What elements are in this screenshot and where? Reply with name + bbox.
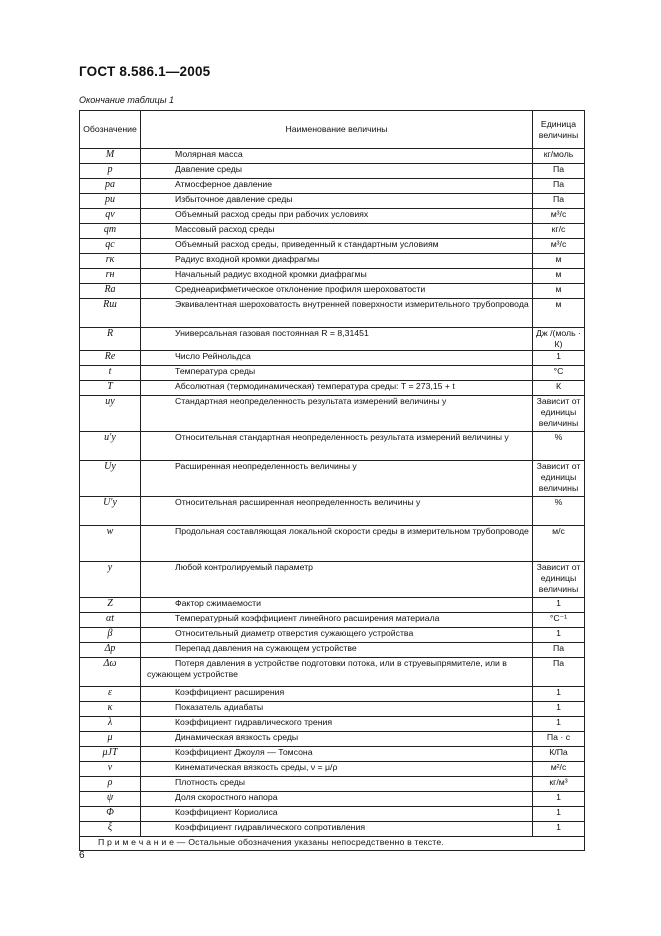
name-text: Коэффициент Кориолиса: [175, 807, 278, 817]
name-cell: [141, 687, 533, 702]
symbol-cell: p: [80, 164, 141, 179]
name-cell: [141, 432, 533, 461]
name-cell: [141, 628, 533, 643]
table-row: [80, 179, 585, 194]
name-cell: [141, 194, 533, 209]
unit-cell: 1: [533, 598, 585, 613]
unit-cell: Па · с: [533, 732, 585, 747]
unit-cell: кг/моль: [533, 149, 585, 164]
unit-cell: 1: [533, 687, 585, 702]
unit-cell: °С⁻¹: [533, 613, 585, 628]
name-text: Температурный коэффициент линейного расширения материала: [175, 613, 440, 623]
symbol-cell: β: [80, 628, 141, 643]
name-cell: [141, 497, 533, 526]
table-row: [80, 613, 585, 628]
table-caption: Окончание таблицы 1: [79, 95, 174, 105]
unit-cell: 1: [533, 807, 585, 822]
unit-cell: м/с: [533, 526, 585, 562]
name-cell: [141, 792, 533, 807]
table-note-row: [80, 837, 585, 851]
name-text: Перепад давления на сужающем устройстве: [175, 643, 357, 653]
unit-cell: м: [533, 254, 585, 269]
table-note: П р и м е ч а н и е — Остальные обозначения указаны непосредственно в тексте.: [80, 837, 585, 851]
unit-cell: м³/с: [533, 239, 585, 254]
name-cell: [141, 351, 533, 366]
name-text: Кинематическая вязкость среды, ν = μ/ρ: [175, 762, 338, 772]
name-cell: [141, 269, 533, 284]
unit-cell: Па: [533, 194, 585, 209]
name-text: Эквивалентная шероховатость внутренней поверхности измерительного трубопровода: [175, 299, 529, 309]
symbol-cell: pа: [80, 179, 141, 194]
table-row: [80, 822, 585, 837]
name-text: Потеря давления в устройстве подготовки потока, или в струевыпрямителе, или в сужающем устройстве: [147, 658, 507, 679]
name-cell: [141, 658, 533, 687]
unit-cell: м: [533, 284, 585, 299]
symbol-cell: w: [80, 526, 141, 562]
symbol-cell: ν: [80, 762, 141, 777]
table-row: [80, 269, 585, 284]
table-row: [80, 562, 585, 598]
unit-cell: Зависит от единицы величины: [533, 562, 585, 598]
unit-cell: К: [533, 381, 585, 396]
header-unit: Единица величины: [533, 111, 585, 149]
symbol-cell: λ: [80, 717, 141, 732]
name-text: Продольная составляющая локальной скорости среды в измерительном трубопроводе: [175, 526, 529, 536]
table-row: [80, 687, 585, 702]
name-cell: [141, 777, 533, 792]
unit-cell: %: [533, 432, 585, 461]
table-row: [80, 224, 585, 239]
name-text: Любой контролируемый параметр: [175, 562, 314, 572]
name-text: Коэффициент гидравлического трения: [175, 717, 333, 727]
symbol-cell: M: [80, 149, 141, 164]
document-title: ГОСТ 8.586.1—2005: [79, 64, 211, 79]
name-cell: [141, 562, 533, 598]
name-text: Относительный диаметр отверстия сужающего устройства: [175, 628, 414, 638]
unit-cell: Па: [533, 643, 585, 658]
name-text: Молярная масса: [175, 149, 243, 159]
name-text: Относительная стандартная неопределенность результата измерений величины y: [175, 432, 509, 442]
symbol-cell: ξ: [80, 822, 141, 837]
header-symbol: Обозначение: [80, 111, 141, 149]
table-row: [80, 239, 585, 254]
name-cell: [141, 613, 533, 628]
symbol-cell: qv: [80, 209, 141, 224]
symbol-cell: Ra: [80, 284, 141, 299]
symbol-cell: ψ: [80, 792, 141, 807]
name-text: Коэффициент расширения: [175, 687, 285, 697]
symbol-cell: t: [80, 366, 141, 381]
table-row: [80, 628, 585, 643]
name-text: Расширенная неопределенность величины y: [175, 461, 357, 471]
table-row: [80, 658, 585, 687]
name-cell: [141, 328, 533, 351]
symbol-cell: U′y: [80, 497, 141, 526]
symbol-cell: ρ: [80, 777, 141, 792]
name-text: Объемный расход среды при рабочих условиях: [175, 209, 369, 219]
unit-cell: 1: [533, 628, 585, 643]
unit-cell: Зависит от единицы величины: [533, 396, 585, 432]
symbol-cell: T: [80, 381, 141, 396]
name-cell: [141, 366, 533, 381]
table-row: [80, 432, 585, 461]
name-cell: [141, 254, 533, 269]
name-text: Среднеарифметическое отклонение профиля шероховатости: [175, 284, 426, 294]
symbol-cell: μ: [80, 732, 141, 747]
table-row: [80, 461, 585, 497]
symbol-cell: uy: [80, 396, 141, 432]
unit-cell: 1: [533, 717, 585, 732]
table-row: [80, 299, 585, 328]
name-cell: [141, 239, 533, 254]
name-text: Начальный радиус входной кромки диафрагмы: [175, 269, 367, 279]
unit-cell: м³/с: [533, 209, 585, 224]
table-row: [80, 209, 585, 224]
symbol-cell: y: [80, 562, 141, 598]
table-row: [80, 351, 585, 366]
symbol-cell: Rш: [80, 299, 141, 328]
table-row: [80, 526, 585, 562]
unit-cell: м: [533, 299, 585, 328]
symbol-cell: Δω: [80, 658, 141, 687]
table-row: [80, 792, 585, 807]
symbol-cell: R: [80, 328, 141, 351]
name-text: Фактор сжимаемости: [175, 598, 262, 608]
table-row: [80, 598, 585, 613]
header-name: Наименование величины: [141, 111, 533, 149]
name-cell: [141, 822, 533, 837]
symbol-cell: Z: [80, 598, 141, 613]
symbol-cell: u′y: [80, 432, 141, 461]
name-text: Атмосферное давление: [175, 179, 273, 189]
symbol-cell: μJT: [80, 747, 141, 762]
name-cell: [141, 299, 533, 328]
table-row: [80, 777, 585, 792]
unit-cell: Па: [533, 658, 585, 687]
name-cell: [141, 747, 533, 762]
table-row: [80, 254, 585, 269]
table-row: [80, 284, 585, 299]
symbol-cell: rк: [80, 254, 141, 269]
name-cell: [141, 179, 533, 194]
symbol-cell: rн: [80, 269, 141, 284]
name-text: Температура среды: [175, 366, 256, 376]
symbol-cell: Φ: [80, 807, 141, 822]
unit-cell: м²/с: [533, 762, 585, 777]
table-row: [80, 328, 585, 351]
symbol-cell: qm: [80, 224, 141, 239]
name-cell: [141, 732, 533, 747]
name-cell: [141, 164, 533, 179]
name-cell: [141, 209, 533, 224]
name-cell: [141, 807, 533, 822]
name-text: Коэффициент Джоуля — Томсона: [175, 747, 313, 757]
unit-cell: °С: [533, 366, 585, 381]
unit-cell: Дж /(моль · К): [533, 328, 585, 351]
table-row: [80, 747, 585, 762]
table-row: [80, 732, 585, 747]
symbol-cell: pи: [80, 194, 141, 209]
symbol-cell: Δp: [80, 643, 141, 658]
unit-cell: м: [533, 269, 585, 284]
symbol-cell: ε: [80, 687, 141, 702]
name-text: Доля скоростного напора: [175, 792, 278, 802]
name-text: Показатель адиабаты: [175, 702, 264, 712]
table-row: [80, 164, 585, 179]
unit-cell: 1: [533, 792, 585, 807]
name-text: Массовый расход среды: [175, 224, 275, 234]
unit-cell: Па: [533, 164, 585, 179]
symbol-cell: qc: [80, 239, 141, 254]
name-cell: [141, 702, 533, 717]
unit-cell: 1: [533, 822, 585, 837]
name-cell: [141, 526, 533, 562]
unit-cell: кг/с: [533, 224, 585, 239]
table-row: [80, 396, 585, 432]
table-body: [80, 149, 585, 837]
name-text: Радиус входной кромки диафрагмы: [175, 254, 320, 264]
table-row: [80, 497, 585, 526]
unit-cell: Па: [533, 179, 585, 194]
unit-cell: %: [533, 497, 585, 526]
name-text: Коэффициент гидравлического сопротивления: [175, 822, 366, 832]
name-cell: [141, 762, 533, 777]
table-header-row: [80, 111, 585, 149]
symbol-cell: Uy: [80, 461, 141, 497]
name-cell: [141, 396, 533, 432]
table-row: [80, 366, 585, 381]
name-text: Давление среды: [175, 164, 243, 174]
name-text: Плотность среды: [175, 777, 246, 787]
name-text: Объемный расход среды, приведенный к стандартным условиям: [175, 239, 439, 249]
name-text: Избыточное давление среды: [175, 194, 293, 204]
name-text: Абсолютная (термодинамическая) температура среды: T = 273,15 + t: [175, 381, 455, 391]
table-row: [80, 194, 585, 209]
name-cell: [141, 149, 533, 164]
name-cell: [141, 224, 533, 239]
name-cell: [141, 643, 533, 658]
table-row: [80, 149, 585, 164]
name-text: Стандартная неопределенность результата измерений величины y: [175, 396, 447, 406]
table-row: [80, 381, 585, 396]
name-cell: [141, 598, 533, 613]
unit-cell: Зависит от единицы величины: [533, 461, 585, 497]
table-row: [80, 643, 585, 658]
name-text: Универсальная газовая постоянная R = 8,31451: [175, 328, 369, 338]
table-row: [80, 702, 585, 717]
unit-cell: К/Па: [533, 747, 585, 762]
name-text: Относительная расширенная неопределенность величины y: [175, 497, 421, 507]
table-row: [80, 762, 585, 777]
name-cell: [141, 381, 533, 396]
symbol-cell: αt: [80, 613, 141, 628]
page-number: 6: [79, 850, 85, 861]
name-text: Динамическая вязкость среды: [175, 732, 299, 742]
name-text: Число Рейнольдса: [175, 351, 251, 361]
table-row: [80, 807, 585, 822]
table-row: [80, 717, 585, 732]
unit-cell: кг/м³: [533, 777, 585, 792]
name-cell: [141, 461, 533, 497]
name-cell: [141, 284, 533, 299]
symbol-cell: κ: [80, 702, 141, 717]
symbols-table: [79, 110, 585, 851]
unit-cell: 1: [533, 702, 585, 717]
unit-cell: 1: [533, 351, 585, 366]
symbol-cell: Re: [80, 351, 141, 366]
name-cell: [141, 717, 533, 732]
